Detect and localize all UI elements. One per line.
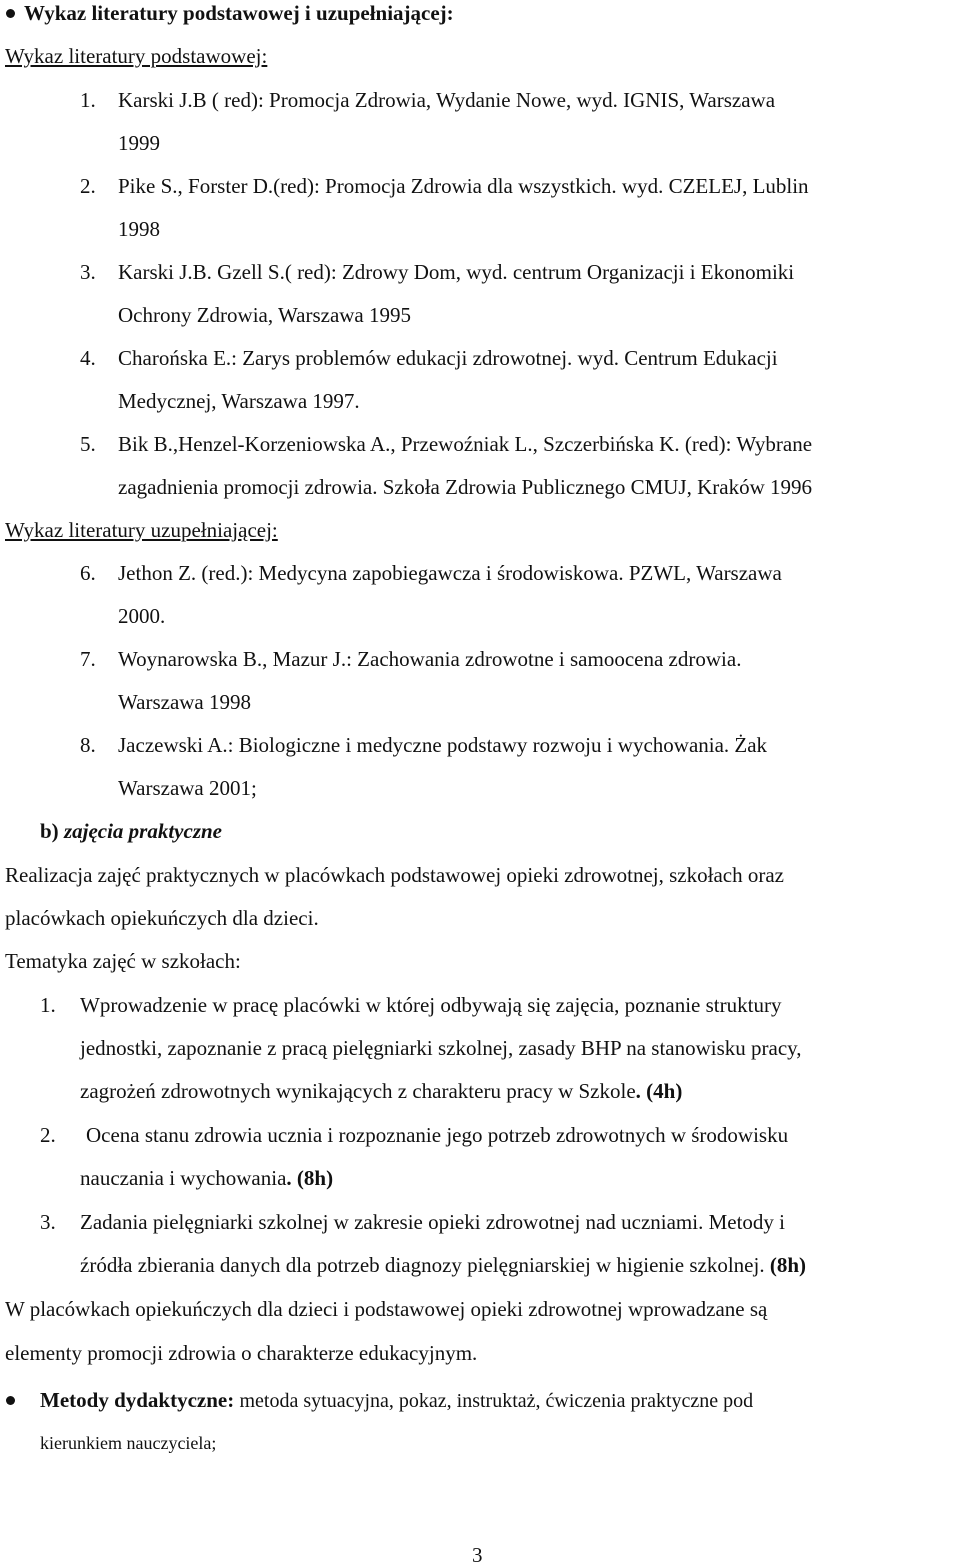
list-item-text: Warszawa 1998 xyxy=(118,690,252,714)
section-b-letter: b) xyxy=(40,819,59,843)
list-item-number: 2. xyxy=(80,174,96,198)
section-b-heading xyxy=(40,818,222,844)
methods-label: Metody dydaktyczne: xyxy=(40,1388,235,1412)
topic-text-last xyxy=(80,1078,682,1104)
supplementary-literature-label: Wykaz literatury uzupełniającej: xyxy=(5,518,278,542)
methods-text: kierunkiem nauczyciela; xyxy=(40,1433,217,1453)
topic-text: źródła zbierania danych dla potrzeb diagnozy pielęgniarskiej w higienie szkolnej. xyxy=(80,1253,765,1277)
list-item-text: Bik B.,Henzel-Korzeniowska A., Przewoźniak L., Szczerbińska K. (red): Wybrane xyxy=(118,432,813,456)
intro-paragraph: Realizacja zajęć praktycznych w placówkach podstawowej opieki zdrowotnej, szkołach oraz xyxy=(5,863,784,887)
basic-literature-label: Wykaz literatury podstawowej: xyxy=(5,44,268,68)
topic-hours: (8h) xyxy=(769,1253,806,1277)
list-item-text: zagadnienia promocji zdrowia. Szkoła Zdrowia Publicznego CMUJ, Kraków 1996 xyxy=(118,475,812,499)
topic-text-last xyxy=(80,1252,806,1278)
outro-paragraph: elementy promocji zdrowia o charakterze edukacyjnym. xyxy=(5,1341,478,1365)
list-item-text: 2000. xyxy=(118,604,166,628)
topics-label: Tematyka zajęć w szkołach: xyxy=(5,949,241,973)
list-item-number: 6. xyxy=(80,561,96,585)
page-number: 3 xyxy=(472,1543,483,1567)
list-item-text: Jaczewski A.: Biologiczne i medyczne podstawy rozwoju i wychowania. Żak xyxy=(118,733,768,757)
list-item-text: 1998 xyxy=(118,217,160,241)
methods-text: metoda sytuacyjna, pokaz, instruktaż, ćwiczenia praktyczne pod xyxy=(239,1390,754,1412)
topic-text: jednostki, zapoznanie z pracą pielęgniarki szkolnej, zasady BHP na stanowisku pracy, xyxy=(80,1036,802,1060)
list-item-text: Warszawa 2001; xyxy=(118,776,257,800)
outro-paragraph: W placówkach opiekuńczych dla dzieci i podstawowej opieki zdrowotnej wprowadzane są xyxy=(5,1297,768,1321)
list-item-text: Karski J.B ( red): Promocja Zdrowia, Wydanie Nowe, wyd. IGNIS, Warszawa xyxy=(118,88,776,112)
list-item-number: 4. xyxy=(80,346,96,370)
list-item-text: Charońska E.: Zarys problemów edukacji zdrowotnej. wyd. Centrum Edukacji xyxy=(118,346,778,370)
bullet-icon xyxy=(6,1396,15,1405)
topic-text: zagrożeń zdrowotnych wynikających z charakteru pracy w Szkole xyxy=(80,1079,636,1103)
list-item-number: 1. xyxy=(80,88,96,112)
topic-hours: (4h) xyxy=(646,1079,683,1103)
list-item-text: 1999 xyxy=(118,131,160,155)
section-b-title: zajęcia praktyczne xyxy=(63,819,222,843)
list-item-number: 5. xyxy=(80,432,96,456)
topic-dot: . xyxy=(635,1079,641,1103)
methods-line xyxy=(40,1387,753,1414)
bullet-icon xyxy=(6,9,15,18)
section-heading: Wykaz literatury podstawowej i uzupełniającej: xyxy=(24,1,454,25)
topic-number: 1. xyxy=(40,993,56,1017)
topic-text-last xyxy=(80,1165,333,1191)
intro-paragraph: placówkach opiekuńczych dla dzieci. xyxy=(5,906,319,930)
list-item-text: Jethon Z. (red.): Medycyna zapobiegawcza i środowiskowa. PZWL, Warszawa xyxy=(118,561,782,585)
list-item-text: Woynarowska B., Mazur J.: Zachowania zdrowotne i samoocena zdrowia. xyxy=(118,647,742,671)
list-item-text: Medycznej, Warszawa 1997. xyxy=(118,389,360,413)
topic-text: Zadania pielęgniarki szkolnej w zakresie opieki zdrowotnej nad uczniami. Metody i xyxy=(80,1210,786,1234)
topic-text: nauczania i wychowania xyxy=(80,1166,287,1190)
list-item-number: 3. xyxy=(80,260,96,284)
topic-text: Ocena stanu zdrowia ucznia i rozpoznanie jego potrzeb zdrowotnych w środowisku xyxy=(86,1123,789,1147)
list-item-number: 8. xyxy=(80,733,96,757)
list-item-text: Pike S., Forster D.(red): Promocja Zdrowia dla wszystkich. wyd. CZELEJ, Lublin xyxy=(118,174,809,198)
topic-dot: . xyxy=(286,1166,292,1190)
list-item-text: Karski J.B. Gzell S.( red): Zdrowy Dom, wyd. centrum Organizacji i Ekonomiki xyxy=(118,260,795,284)
topic-number: 3. xyxy=(40,1210,56,1234)
topic-hours: (8h) xyxy=(296,1166,334,1190)
topic-number: 2. xyxy=(40,1123,56,1147)
list-item-number: 7. xyxy=(80,647,96,671)
topic-text: Wprowadzenie w pracę placówki w której odbywają się zajęcia, poznanie struktury xyxy=(80,993,782,1017)
list-item-text: Ochrony Zdrowia, Warszawa 1995 xyxy=(118,303,411,327)
